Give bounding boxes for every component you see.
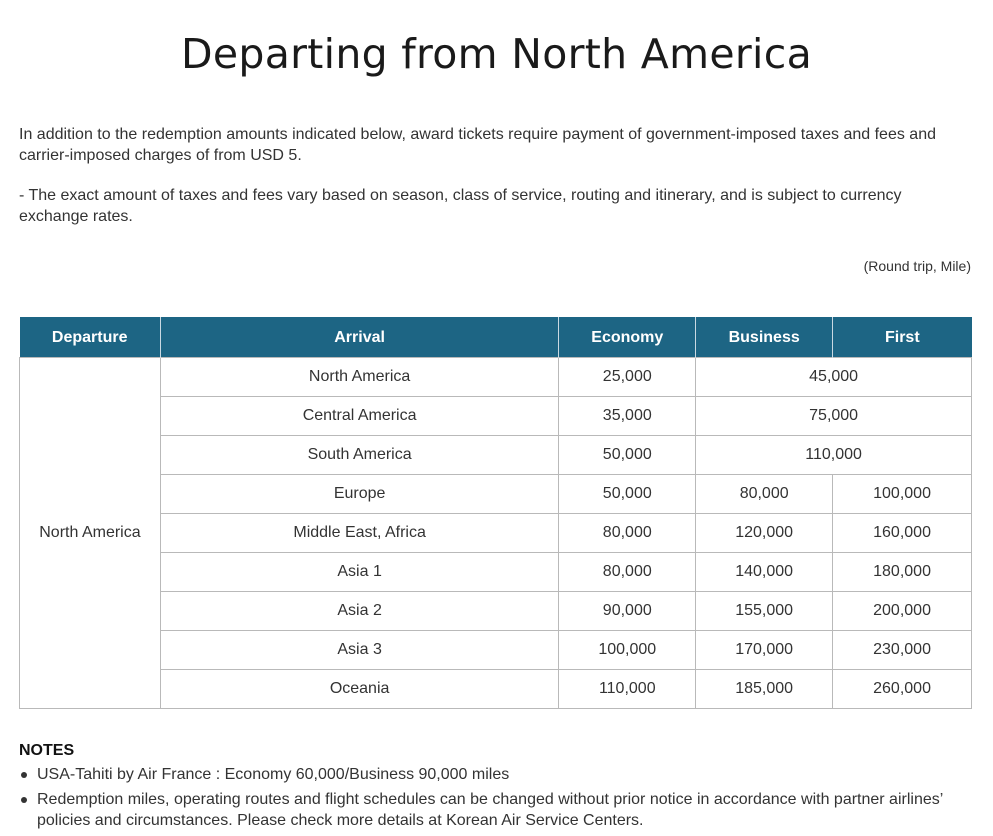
business-cell: 120,000 (696, 514, 833, 553)
table-row (20, 358, 972, 397)
first-cell: 160,000 (833, 514, 972, 553)
table-row (20, 553, 972, 592)
arrival-cell: Asia 2 (160, 592, 558, 631)
business-cell: 80,000 (696, 475, 833, 514)
economy-cell: 80,000 (559, 553, 696, 592)
economy-cell: 100,000 (559, 631, 696, 670)
arrival-cell: Asia 1 (160, 553, 558, 592)
intro-paragraph-variation: - The exact amount of taxes and fees vary based on season, class of service, routing and itinerary, and is subject to currency exchange rates. (19, 187, 902, 225)
arrival-cell: North America (160, 358, 558, 397)
arrival-cell: Asia 3 (160, 631, 558, 670)
economy-cell: 80,000 (559, 514, 696, 553)
arrival-cell: South America (160, 436, 558, 475)
page-title: Departing from North America (181, 30, 812, 78)
award-chart-table (19, 317, 972, 709)
unit-note: (Round trip, Mile) (863, 258, 971, 274)
note-item: USA-Tahiti by Air France : Economy 60,000/Business 90,000 miles (19, 764, 974, 785)
first-cell: 230,000 (833, 631, 972, 670)
table-row (20, 592, 972, 631)
table-row (20, 514, 972, 553)
header-arrival: Arrival (160, 318, 558, 358)
economy-cell: 50,000 (559, 436, 696, 475)
header-departure: Departure (20, 318, 161, 358)
intro-paragraph-taxes: In addition to the redemption amounts indicated below, award tickets require payment of government-imposed taxes and fees and carrier-imposed charges of from USD 5. (19, 126, 936, 164)
arrival-cell: Central America (160, 397, 558, 436)
notes-heading: NOTES (19, 742, 75, 759)
header-first: First (833, 318, 972, 358)
business-first-cell: 45,000 (696, 358, 972, 397)
business-cell: 140,000 (696, 553, 833, 592)
header-economy: Economy (559, 318, 696, 358)
economy-cell: 90,000 (559, 592, 696, 631)
departure-cell: North America (20, 358, 161, 709)
notes-list (19, 764, 974, 831)
business-cell: 155,000 (696, 592, 833, 631)
economy-cell: 35,000 (559, 397, 696, 436)
table-row (20, 631, 972, 670)
first-cell: 200,000 (833, 592, 972, 631)
economy-cell: 110,000 (559, 670, 696, 709)
table-header-row (20, 318, 972, 358)
first-cell: 260,000 (833, 670, 972, 709)
table-row (20, 436, 972, 475)
arrival-cell: Middle East, Africa (160, 514, 558, 553)
header-business: Business (696, 318, 833, 358)
arrival-cell: Oceania (160, 670, 558, 709)
business-first-cell: 75,000 (696, 397, 972, 436)
business-cell: 170,000 (696, 631, 833, 670)
notes-section (19, 742, 974, 835)
table-row (20, 475, 972, 514)
note-item: Redemption miles, operating routes and flight schedules can be changed without prior notice in accordance with partner airlines’ policies and circumstances. Please check more details at Korean Air Service Centers. (19, 789, 974, 831)
business-cell: 185,000 (696, 670, 833, 709)
economy-cell: 50,000 (559, 475, 696, 514)
table-row (20, 397, 972, 436)
first-cell: 100,000 (833, 475, 972, 514)
business-first-cell: 110,000 (696, 436, 972, 475)
first-cell: 180,000 (833, 553, 972, 592)
arrival-cell: Europe (160, 475, 558, 514)
economy-cell: 25,000 (559, 358, 696, 397)
table-row (20, 670, 972, 709)
